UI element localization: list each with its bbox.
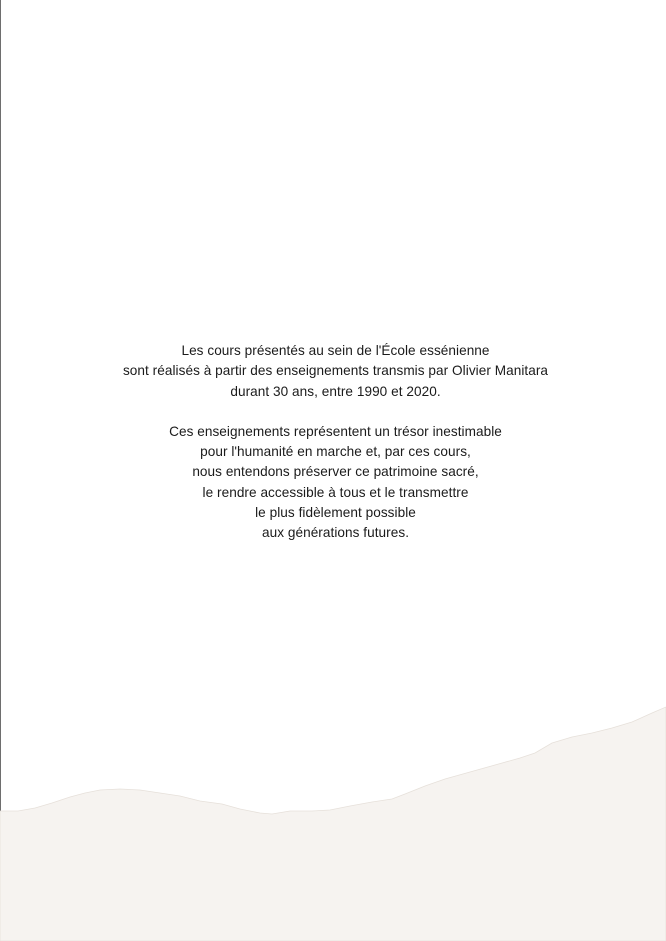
text-line: durant 30 ans, entre 1990 et 2020. bbox=[230, 383, 441, 399]
mountain-shape bbox=[0, 707, 666, 941]
paragraph-ecole-essenienne bbox=[0, 341, 666, 402]
mountain-silhouette bbox=[0, 700, 666, 941]
text-line: Ces enseignements représentent un trésor inestimable bbox=[169, 423, 502, 439]
text-line: sont réalisés à partir des enseignements transmis par Olivier Manitara bbox=[122, 363, 549, 379]
text-line: aux générations futures. bbox=[261, 525, 410, 541]
text-line: pour l'humanité en marche et, par ces cours, bbox=[200, 444, 471, 460]
text-line: le plus fidèlement possible bbox=[255, 505, 416, 521]
text-line: le rendre accessible à tous et le transmettre bbox=[202, 484, 469, 500]
text-line: nous entendons préserver ce patrimoine sacré, bbox=[192, 464, 479, 480]
paragraph-tresor-inestimable bbox=[0, 422, 666, 544]
intro-text-block bbox=[0, 341, 666, 544]
text-line: Les cours présentés au sein de l'École essénienne bbox=[181, 343, 490, 358]
